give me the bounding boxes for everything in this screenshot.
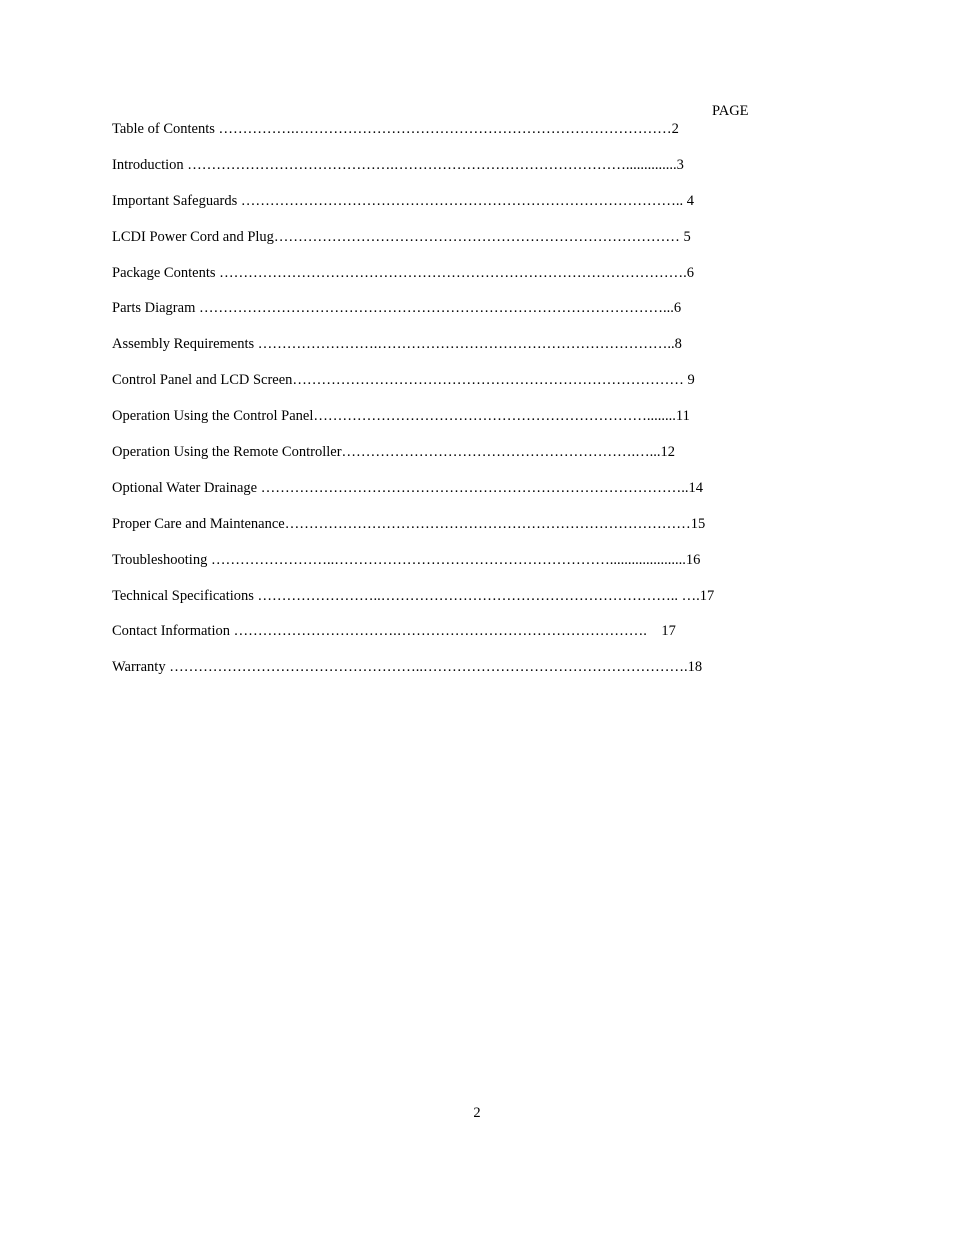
page-column-heading: PAGE [712,103,749,119]
toc-entry-operation-control-panel: Operation Using the Control Panel……………………………………………………………........11 [112,408,690,425]
page-number: 2 [473,1105,481,1121]
toc-entry-operation-remote: Operation Using the Remote Controller…………………………………………………….…...12 [112,444,676,461]
toc-entry-troubleshooting: Troubleshooting ……………………..………………………………………………….....................16 [112,551,701,568]
toc-entry-assembly-requirements: Assembly Requirements …………………….……………………………………………………..8 [112,336,682,353]
toc-entry-contact-information: Contact Information …………………………….……………………………………………. 17 [112,623,676,640]
toc-entry-care-maintenance: Proper Care and Maintenance…………………………………………………………………………15 [112,515,706,532]
toc-entry-control-panel-lcd: Control Panel and LCD Screen……………………………………………………………………… 9 [112,372,695,389]
toc-entry-technical-specifications: Technical Specifications ……………………..…………………………………………………….. ….17 [112,587,715,604]
table-of-contents [112,120,772,694]
toc-entry-water-drainage: Optional Water Drainage ……………………………………………………………………………..14 [112,479,703,496]
toc-entry-power-cord: LCDI Power Cord and Plug………………………………………………………………………… 5 [112,228,691,245]
toc-entry-important-safeguards: Important Safeguards ……………………………………………………………………………….. 4 [112,192,694,209]
toc-entry-introduction: Introduction …………………………………….…………………………………………..............3 [112,156,684,173]
toc-entry-warranty: Warranty ……………………………………………..……………………………………………….18 [112,659,703,676]
toc-entry-table-of-contents: Table of Contents …………….……………………………………………………………………2 [112,121,679,137]
toc-entry-package-contents: Package Contents …………………………………………………………………………………….6 [112,264,694,281]
toc-entry-parts-diagram: Parts Diagram ……………………………………………………………………………………...6 [112,300,682,317]
